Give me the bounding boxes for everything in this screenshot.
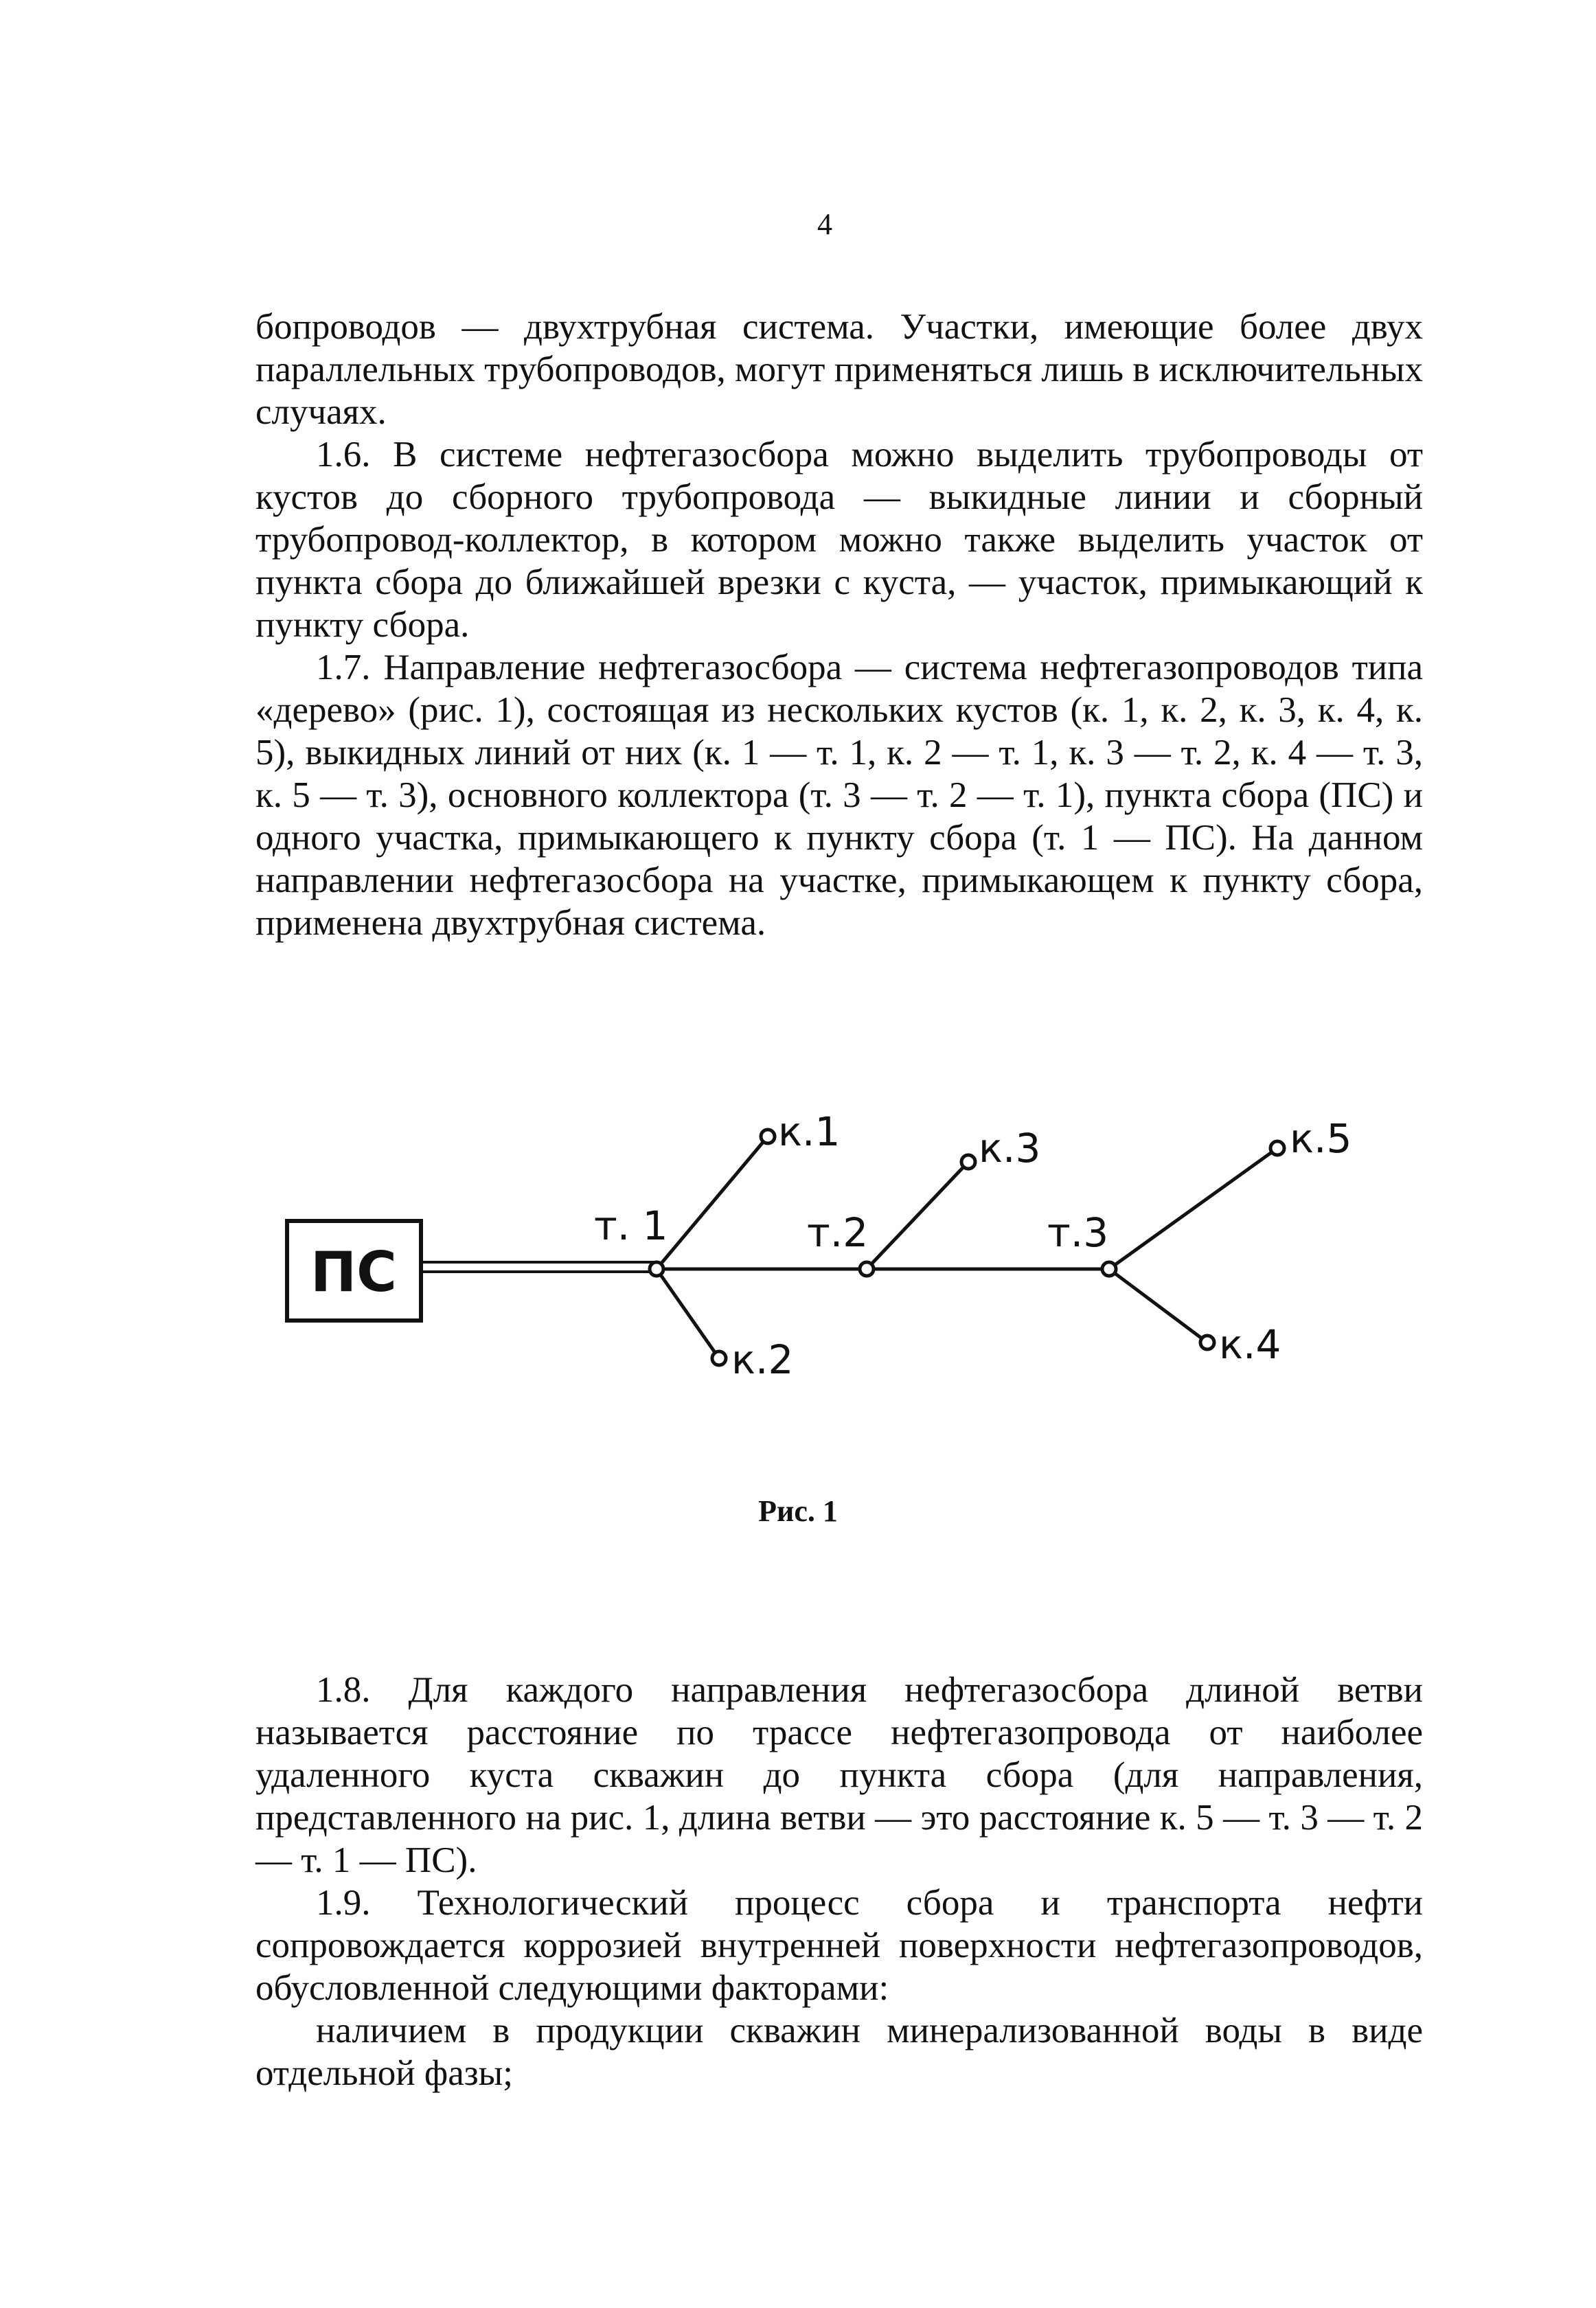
label-t3: т.3 xyxy=(1047,1209,1109,1256)
label-k1: к.1 xyxy=(778,1108,841,1155)
junction-node-t3 xyxy=(1102,1262,1116,1276)
flowline-k3 xyxy=(867,1162,968,1269)
well-pad-node-k1 xyxy=(761,1130,775,1143)
paragraph-1-6: 1.6. В системе нефтегазосбора можно выделить трубопроводы от кустов до сборного трубопровода — выкидные линии и сборный трубопровод-коллектор, в котором можно также выделить участок от пункта сбора до ближайшей врезки с куста, — участок, примыкающий к пункту сбора. xyxy=(255,435,1423,645)
text-block-bottom xyxy=(255,1669,1423,2094)
junction-node-t2 xyxy=(860,1262,874,1276)
figure-caption: Рис. 1 xyxy=(758,1494,838,1528)
junction-node-t1 xyxy=(650,1262,663,1276)
label-t1: т. 1 xyxy=(594,1202,668,1249)
well-pad-node-k5 xyxy=(1270,1141,1284,1155)
flowline-k4 xyxy=(1109,1269,1207,1342)
well-pad-node-k3 xyxy=(961,1155,975,1169)
well-pad-node-k4 xyxy=(1200,1336,1214,1349)
page-number: 4 xyxy=(817,207,832,241)
paragraph-1-8: 1.8. Для каждого направления нефтегазосбора длиной ветви называется расстояние по трассе нефтегазопровода от наиболее удаленного куста скважин до пункта сбора (для направления, представленного на рис. 1, длина ветви — это расстояние к. 5 — т. 3 — т. 2 — т. 1 — ПС). xyxy=(255,1670,1423,1880)
flowline-k1 xyxy=(657,1136,768,1269)
text-block-top xyxy=(255,306,1423,944)
label-k3: к.3 xyxy=(979,1125,1041,1172)
paragraph-1-7: 1.7. Направление нефтегазосбора — система нефтегазопроводов типа «дерево» (рис. 1), состоящая из нескольких кустов (к. 1, к. 2, к. 3, к. 4, к. 5), выкидных линий от них (к. 1 — т. 1, к. 2 — т. 1, к. 3 — т. 2, к. 4 — т. 3, к. 5 — т. 3), основного коллектора (т. 3 — т. 2 — т. 1), пункта сбора (ПС) и одного участка, примыкающего к пункту сбора (т. 1 — ПС). На данном направлении нефтегазосбора на участке, примыкающем к пункту сбора, применена двухтрубная система. xyxy=(255,648,1423,943)
well-pad-node-k2 xyxy=(712,1351,726,1365)
figure-tree-diagram xyxy=(275,1106,1442,1421)
label-k4: к.4 xyxy=(1219,1321,1281,1368)
paragraph-continuation: бопроводов — двухтрубная система. Участки, имеющие более двух параллельных трубопроводов, могут применяться лишь в исключительных случаях. xyxy=(255,307,1423,432)
label-k2: к.2 xyxy=(731,1336,794,1383)
collection-point-label: ПС xyxy=(310,1240,397,1304)
label-t2: т.2 xyxy=(807,1209,869,1256)
label-k5: к.5 xyxy=(1290,1115,1352,1162)
paragraph-1-9: 1.9. Технологический процесс сбора и транспорта нефти сопровождается коррозией внутренней поверхности нефтегазопроводов, обусловленной следующими факторами: xyxy=(255,1883,1423,2008)
flowline-k5 xyxy=(1109,1148,1277,1269)
paragraph-factor-1: наличием в продукции скважин минерализованной воды в виде отдельной фазы; xyxy=(255,2011,1423,2093)
flowline-k2 xyxy=(657,1269,719,1358)
tree-diagram xyxy=(275,1106,1442,1421)
